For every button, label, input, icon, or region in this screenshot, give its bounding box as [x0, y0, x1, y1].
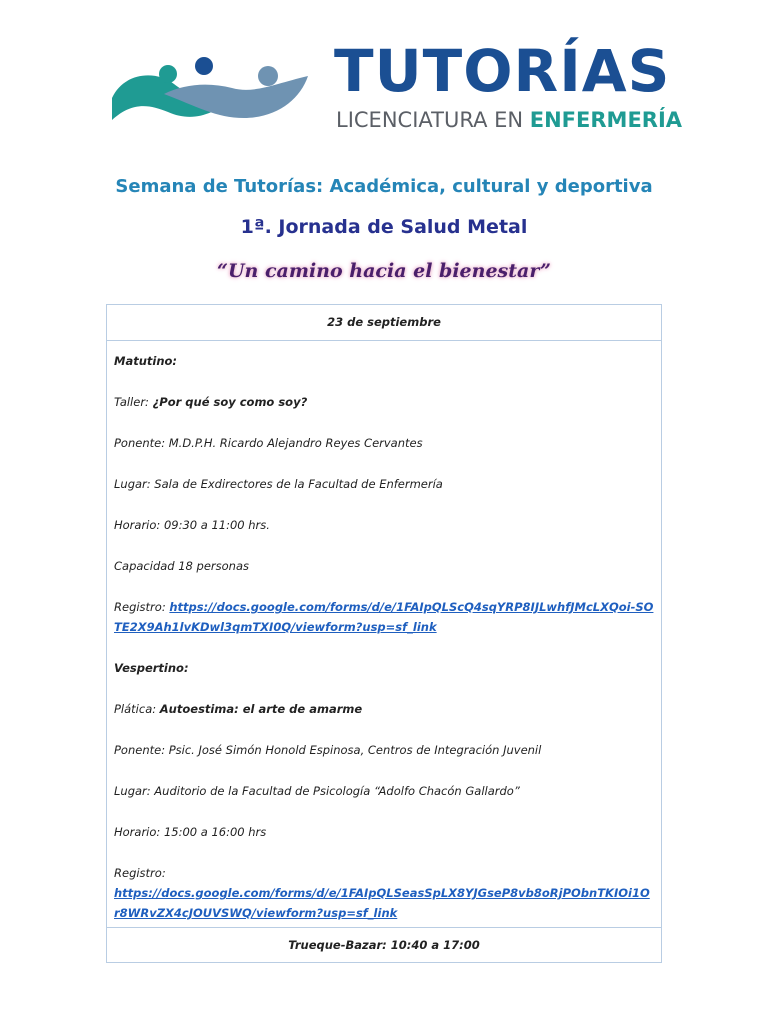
platica-line	[114, 699, 654, 719]
matutino-capacidad: Capacidad 18 personas	[114, 559, 249, 573]
matutino-horario: Horario: 09:30 a 11:00 hrs.	[114, 518, 270, 532]
platica-value: Autoestima: el arte de amarme	[159, 702, 363, 716]
jornada-title: 1ª. Jornada de Salud Metal	[240, 216, 528, 238]
platica-label: Plática:	[114, 702, 160, 716]
vespertino-ponente: Ponente: Psic. José Simón Honold Espinosa, Centros de Integración Juvenil	[114, 743, 542, 757]
matutino-lugar: Lugar: Sala de Exdirectores de la Facultad de Enfermería	[114, 477, 443, 491]
people-wave-logo-icon	[104, 54, 312, 132]
trueque-row	[107, 927, 661, 962]
matutino-label: Matutino:	[114, 354, 178, 368]
taller-line	[114, 392, 654, 412]
brand-subtitle-prefix: LICENCIATURA EN	[336, 108, 530, 132]
trueque-label: Trueque-Bazar: 10:40 a 17:00	[288, 938, 480, 952]
date-label: 23 de septiembre	[327, 315, 441, 329]
page-header	[0, 0, 768, 150]
taller-label: Taller:	[114, 395, 153, 409]
brand-subtitle-accent: ENFERMERÍA	[529, 108, 683, 132]
brand-subtitle	[336, 110, 682, 131]
matutino-ponente: Ponente: M.D.P.H. Ricardo Alejandro Reyes Cervantes	[114, 436, 423, 450]
slogan: “Un camino hacia el bienestar”	[217, 260, 551, 282]
vespertino-label: Vespertino:	[114, 661, 189, 675]
schedule-table	[106, 304, 662, 963]
vespertino-registro-link[interactable]: https://docs.google.com/forms/d/e/1FAIpQLSeasSpLX8YJGseP8vb8oRjPObnTKIOi1Or8WRvZX4cJOUVSWQ/viewform?usp=sf_link	[114, 886, 650, 920]
event-title: Semana de Tutorías: Académica, cultural y deportiva	[115, 176, 653, 197]
vespertino-horario: Horario: 15:00 a 16:00 hrs	[114, 825, 267, 839]
vespertino-lugar: Lugar: Auditorio de la Facultad de Psicología “Adolfo Chacón Gallardo”	[114, 784, 520, 798]
matutino-registro-link[interactable]: https://docs.google.com/forms/d/e/1FAIpQLScQ4sqYRP8IJLwhfJMcLXQoi-SOTE2X9Ah1lvKDwl3qmTXI0Q/viewform?usp=sf_link	[114, 600, 654, 634]
brand-title: TUTORÍAS	[334, 37, 671, 105]
matutino-registro	[114, 597, 654, 637]
taller-value: ¿Por qué soy como soy?	[152, 395, 308, 409]
vespertino-registro-label: Registro:	[114, 866, 166, 880]
date-row	[107, 305, 661, 341]
sessions-cell	[107, 341, 661, 927]
vespertino-registro	[114, 863, 654, 923]
matutino-registro-label: Registro:	[114, 600, 170, 614]
